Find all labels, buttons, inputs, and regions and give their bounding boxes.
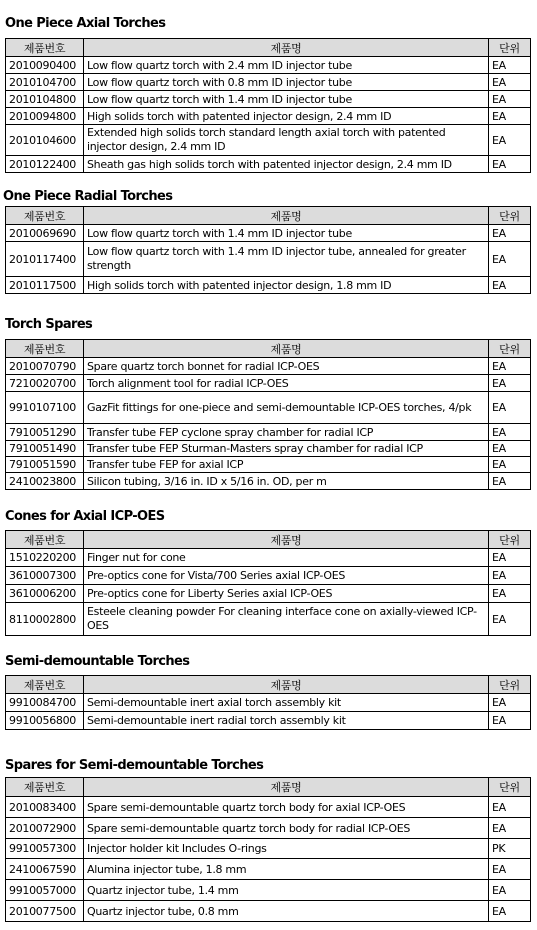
table-row (6, 901, 531, 922)
header-unit: 단위 (489, 39, 531, 57)
product-name: Torch alignment tool for radial ICP-OES (84, 375, 489, 392)
product-code: 2010083400 (6, 797, 84, 818)
table-row (6, 818, 531, 839)
product-name: Spare semi-demountable quartz torch body for axial ICP-OES (84, 797, 489, 818)
product-unit: EA (489, 549, 531, 567)
table-row (6, 225, 531, 242)
product-code: 2010104700 (6, 74, 84, 91)
product-code: 9910084700 (6, 694, 84, 712)
header-code: 제품번호 (6, 676, 84, 694)
section-title: Torch Spares (5, 317, 93, 332)
product-unit: EA (489, 358, 531, 375)
product-name: Low flow quartz torch with 0.8 mm ID injector tube (84, 74, 489, 91)
table-header-row (6, 676, 531, 694)
table-row (6, 441, 531, 457)
product-name: Spare semi-demountable quartz torch body for radial ICP-OES (84, 818, 489, 839)
product-unit: EA (489, 277, 531, 294)
product-code: 2010122400 (6, 156, 84, 173)
section-title: Semi-demountable Torches (5, 654, 190, 669)
product-code: 8110002800 (6, 603, 84, 636)
table-row (6, 880, 531, 901)
product-table (5, 530, 531, 636)
header-unit: 단위 (489, 531, 531, 549)
table-row (6, 392, 531, 424)
table-row (6, 91, 531, 108)
header-code: 제품번호 (6, 207, 84, 225)
table-row (6, 74, 531, 91)
product-unit: EA (489, 74, 531, 91)
product-code: 2010104600 (6, 125, 84, 156)
header-code: 제품번호 (6, 39, 84, 57)
header-name: 제품명 (84, 39, 489, 57)
table-row (6, 125, 531, 156)
product-code: 7910051290 (6, 424, 84, 441)
table-row (6, 712, 531, 730)
table-header-row (6, 39, 531, 57)
product-table (5, 777, 531, 922)
section-title: Cones for Axial ICP-OES (5, 509, 165, 524)
product-code: 3610006200 (6, 585, 84, 603)
product-name: Esteele cleaning powder For cleaning interface cone on axially-viewed ICP-OES (84, 603, 489, 636)
product-code: 2010072900 (6, 818, 84, 839)
table-row (6, 242, 531, 277)
product-code: 9910107100 (6, 392, 84, 424)
product-unit: EA (489, 859, 531, 880)
product-table (5, 206, 531, 294)
table-row (6, 567, 531, 585)
table-row (6, 375, 531, 392)
product-name: Low flow quartz torch with 2.4 mm ID injector tube (84, 57, 489, 74)
table-row (6, 549, 531, 567)
table-row (6, 358, 531, 375)
product-name: Low flow quartz torch with 1.4 mm ID injector tube, annealed for greater strength (84, 242, 489, 277)
product-name: Low flow quartz torch with 1.4 mm ID injector tube (84, 91, 489, 108)
product-table (5, 675, 531, 730)
product-unit: EA (489, 473, 531, 490)
product-code: 2410023800 (6, 473, 84, 490)
product-code: 2010104800 (6, 91, 84, 108)
header-name: 제품명 (84, 207, 489, 225)
table-row (6, 57, 531, 74)
product-name: Pre-optics cone for Vista/700 Series axial ICP-OES (84, 567, 489, 585)
product-name: Pre-optics cone for Liberty Series axial ICP-OES (84, 585, 489, 603)
table-row (6, 156, 531, 173)
section-title: Spares for Semi-demountable Torches (5, 758, 264, 773)
product-table (5, 38, 531, 173)
product-unit: EA (489, 125, 531, 156)
product-code: 3610007300 (6, 567, 84, 585)
product-name: GazFit fittings for one-piece and semi-demountable ICP-OES torches, 4/pk (84, 392, 489, 424)
product-unit: EA (489, 880, 531, 901)
table-row (6, 108, 531, 125)
table-row (6, 457, 531, 473)
product-unit: EA (489, 424, 531, 441)
product-code: 2010090400 (6, 57, 84, 74)
product-name: Low flow quartz torch with 1.4 mm ID injector tube (84, 225, 489, 242)
product-code: 2010069690 (6, 225, 84, 242)
table-row (6, 694, 531, 712)
table-row (6, 277, 531, 294)
table-row (6, 797, 531, 818)
product-name: High solids torch with patented injector design, 1.8 mm ID (84, 277, 489, 294)
header-name: 제품명 (84, 340, 489, 358)
product-name: Extended high solids torch standard length axial torch with patented injector design, 2.4 mm ID (84, 125, 489, 156)
table-row (6, 424, 531, 441)
product-unit: EA (489, 603, 531, 636)
product-unit: EA (489, 242, 531, 277)
product-name: Transfer tube FEP for axial ICP (84, 457, 489, 473)
header-unit: 단위 (489, 207, 531, 225)
table-header-row (6, 778, 531, 797)
product-name: Sheath gas high solids torch with patented injector design, 2.4 mm ID (84, 156, 489, 173)
product-unit: EA (489, 392, 531, 424)
product-name: Transfer tube FEP Sturman-Masters spray chamber for radial ICP (84, 441, 489, 457)
product-code: 7210020700 (6, 375, 84, 392)
header-code: 제품번호 (6, 531, 84, 549)
table-row (6, 585, 531, 603)
header-unit: 단위 (489, 676, 531, 694)
table-row (6, 473, 531, 490)
product-code: 9910056800 (6, 712, 84, 730)
product-unit: EA (489, 108, 531, 125)
section-title: One Piece Radial Torches (3, 189, 173, 204)
table-row (6, 859, 531, 880)
product-unit: EA (489, 441, 531, 457)
header-code: 제품번호 (6, 340, 84, 358)
product-unit: EA (489, 375, 531, 392)
header-code: 제품번호 (6, 778, 84, 797)
product-name: Semi-demountable inert axial torch assembly kit (84, 694, 489, 712)
product-name: Quartz injector tube, 1.4 mm (84, 880, 489, 901)
product-unit: EA (489, 567, 531, 585)
product-name: Quartz injector tube, 0.8 mm (84, 901, 489, 922)
product-code: 2010070790 (6, 358, 84, 375)
product-code: 9910057300 (6, 839, 84, 859)
product-unit: EA (489, 91, 531, 108)
product-unit: EA (489, 156, 531, 173)
table-header-row (6, 531, 531, 549)
product-name: Spare quartz torch bonnet for radial ICP-OES (84, 358, 489, 375)
product-code: 2010117400 (6, 242, 84, 277)
product-unit: PK (489, 839, 531, 859)
table-header-row (6, 340, 531, 358)
product-unit: EA (489, 585, 531, 603)
product-unit: EA (489, 797, 531, 818)
product-name: Finger nut for cone (84, 549, 489, 567)
product-unit: EA (489, 57, 531, 74)
product-unit: EA (489, 457, 531, 473)
product-unit: EA (489, 818, 531, 839)
table-header-row (6, 207, 531, 225)
product-unit: EA (489, 901, 531, 922)
section-title: One Piece Axial Torches (5, 16, 166, 31)
product-code: 2010077500 (6, 901, 84, 922)
product-name: High solids torch with patented injector design, 2.4 mm ID (84, 108, 489, 125)
header-name: 제품명 (84, 676, 489, 694)
product-code: 9910057000 (6, 880, 84, 901)
product-name: Alumina injector tube, 1.8 mm (84, 859, 489, 880)
table-row (6, 839, 531, 859)
product-code: 2010094800 (6, 108, 84, 125)
product-name: Silicon tubing, 3/16 in. ID x 5/16 in. OD, per m (84, 473, 489, 490)
product-code: 1510220200 (6, 549, 84, 567)
product-unit: EA (489, 712, 531, 730)
header-unit: 단위 (489, 778, 531, 797)
product-code: 7910051490 (6, 441, 84, 457)
header-name: 제품명 (84, 778, 489, 797)
product-code: 2410067590 (6, 859, 84, 880)
product-name: Injector holder kit Includes O-rings (84, 839, 489, 859)
product-name: Transfer tube FEP cyclone spray chamber for radial ICP (84, 424, 489, 441)
product-table (5, 339, 531, 490)
table-row (6, 603, 531, 636)
product-code: 7910051590 (6, 457, 84, 473)
product-name: Semi-demountable inert radial torch assembly kit (84, 712, 489, 730)
product-code: 2010117500 (6, 277, 84, 294)
product-unit: EA (489, 225, 531, 242)
header-unit: 단위 (489, 340, 531, 358)
header-name: 제품명 (84, 531, 489, 549)
product-unit: EA (489, 694, 531, 712)
